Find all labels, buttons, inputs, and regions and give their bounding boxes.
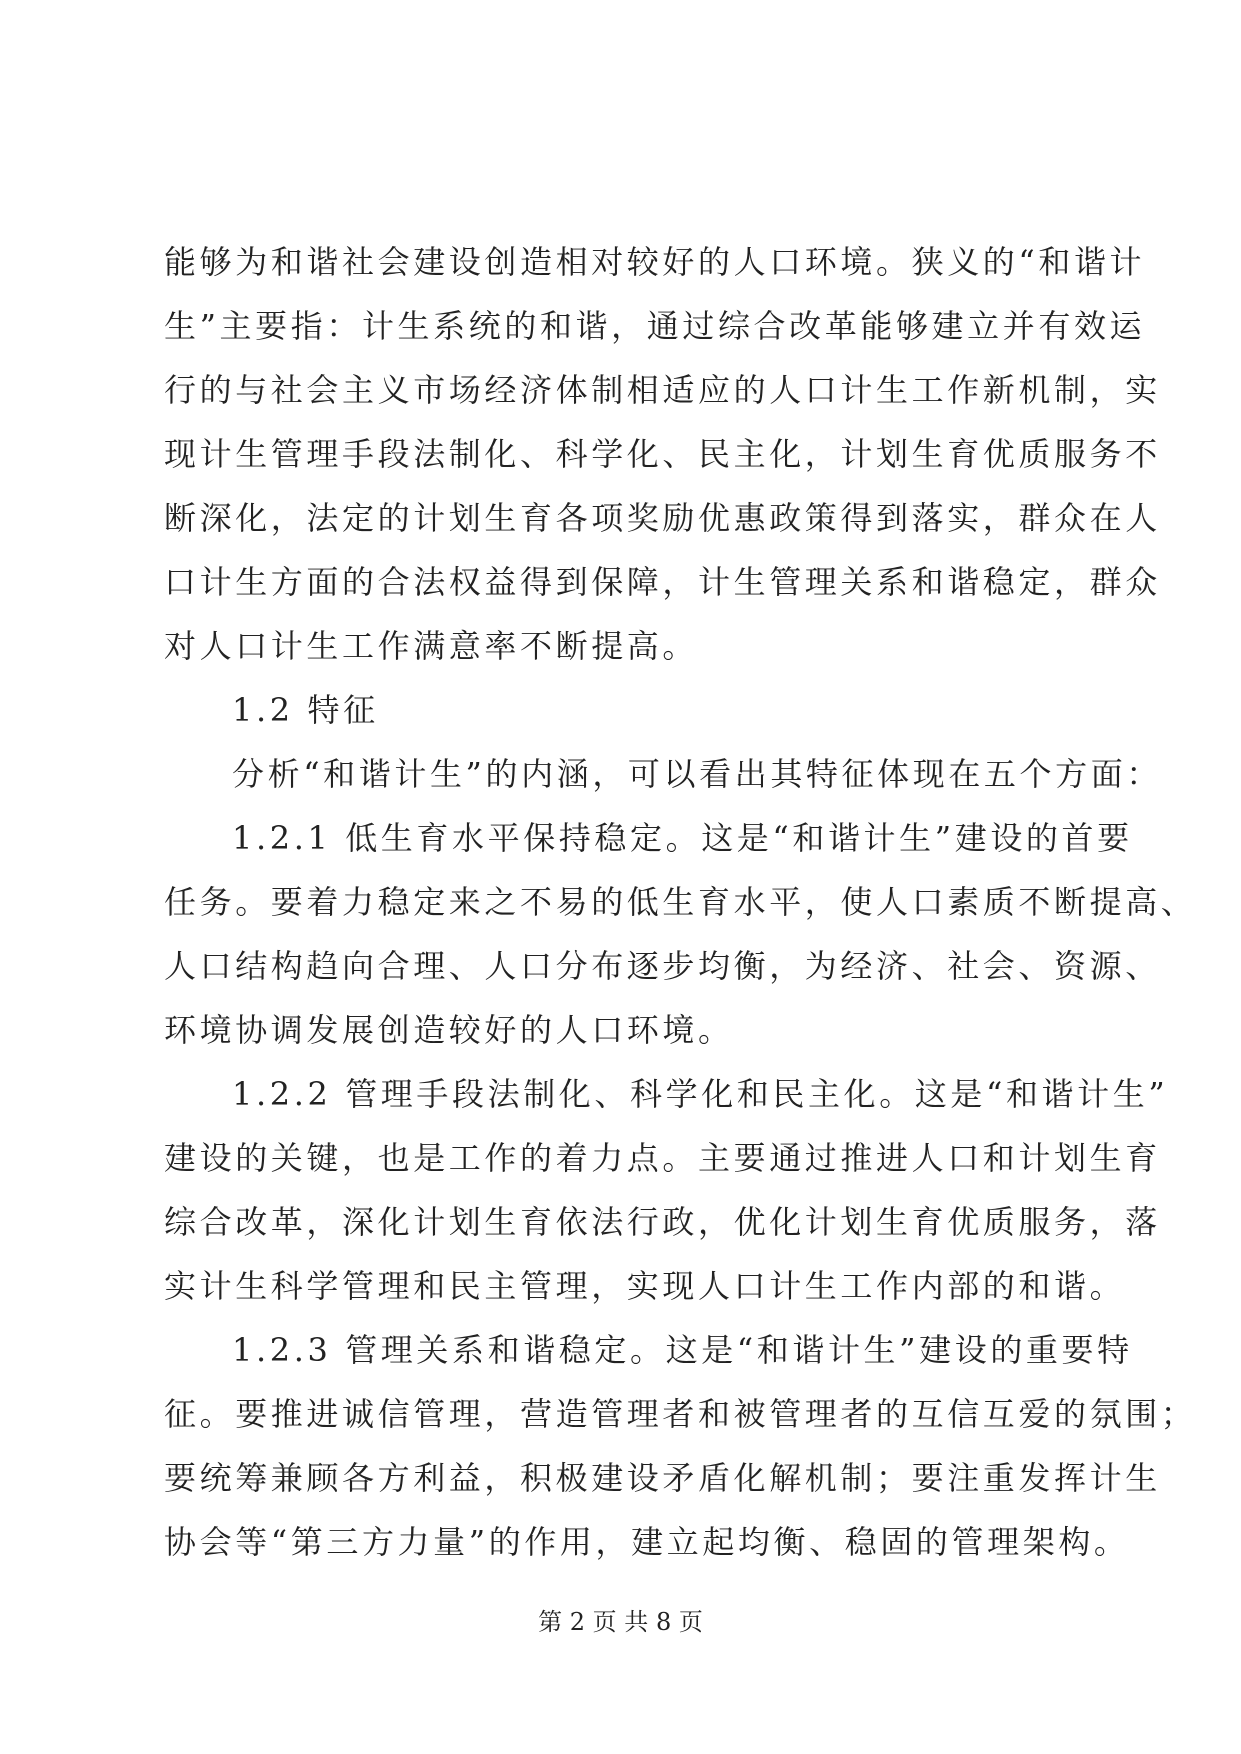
text-line: 人口结构趋向合理、人口分布逐步均衡，为经济、社会、资源、 <box>164 947 1161 985</box>
subsection-line: 1.2.3 管理关系和谐稳定。这是“和谐计生”建设的重要特 <box>232 1331 1133 1369</box>
text-line: 口计生方面的合法权益得到保障，计生管理关系和谐稳定，群众 <box>164 563 1161 601</box>
subsection-line: 1.2.1 低生育水平保持稳定。这是“和谐计生”建设的首要 <box>232 819 1133 857</box>
text-line: 对人口计生工作满意率不断提高。 <box>164 627 699 665</box>
text-line: 要统筹兼顾各方利益，积极建设矛盾化解机制；要注重发挥计生 <box>164 1459 1161 1497</box>
text-line: 征。要推进诚信管理，营造管理者和被管理者的互信互爱的氛围； <box>164 1395 1197 1433</box>
text-line: 实计生科学管理和民主管理，实现人口计生工作内部的和谐。 <box>164 1267 1126 1305</box>
text-line: 分析“和谐计生”的内涵，可以看出其特征体现在五个方面： <box>232 755 1162 793</box>
subsection-line: 1.2.2 管理手段法制化、科学化和民主化。这是“和谐计生” <box>232 1075 1169 1113</box>
document-body <box>164 230 1197 1574</box>
text-line: 建设的关键，也是工作的着力点。主要通过推进人口和计划生育 <box>164 1139 1161 1177</box>
text-line: 断深化，法定的计划生育各项奖励优惠政策得到落实，群众在人 <box>164 499 1161 537</box>
text-line: 综合改革，深化计划生育依法行政，优化计划生育优质服务，落 <box>164 1203 1161 1241</box>
section-heading: 1.2 特征 <box>232 691 379 729</box>
text-line: 现计生管理手段法制化、科学化、民主化，计划生育优质服务不 <box>164 435 1161 473</box>
text-line: 能够为和谐社会建设创造相对较好的人口环境。狭义的“和谐计 <box>164 243 1146 281</box>
text-line: 任务。要着力稳定来之不易的低生育水平，使人口素质不断提高、 <box>164 883 1197 921</box>
text-line: 协会等“第三方力量”的作用，建立起均衡、稳固的管理架构。 <box>164 1523 1130 1561</box>
text-line: 行的与社会主义市场经济体制相适应的人口计生工作新机制，实 <box>164 371 1161 409</box>
page-number-footer: 第 2 页 共 8 页 <box>538 1608 703 1636</box>
text-line: 生”主要指：计生系统的和谐，通过综合改革能够建立并有效运 <box>164 307 1146 345</box>
text-line: 环境协调发展创造较好的人口环境。 <box>164 1011 734 1049</box>
